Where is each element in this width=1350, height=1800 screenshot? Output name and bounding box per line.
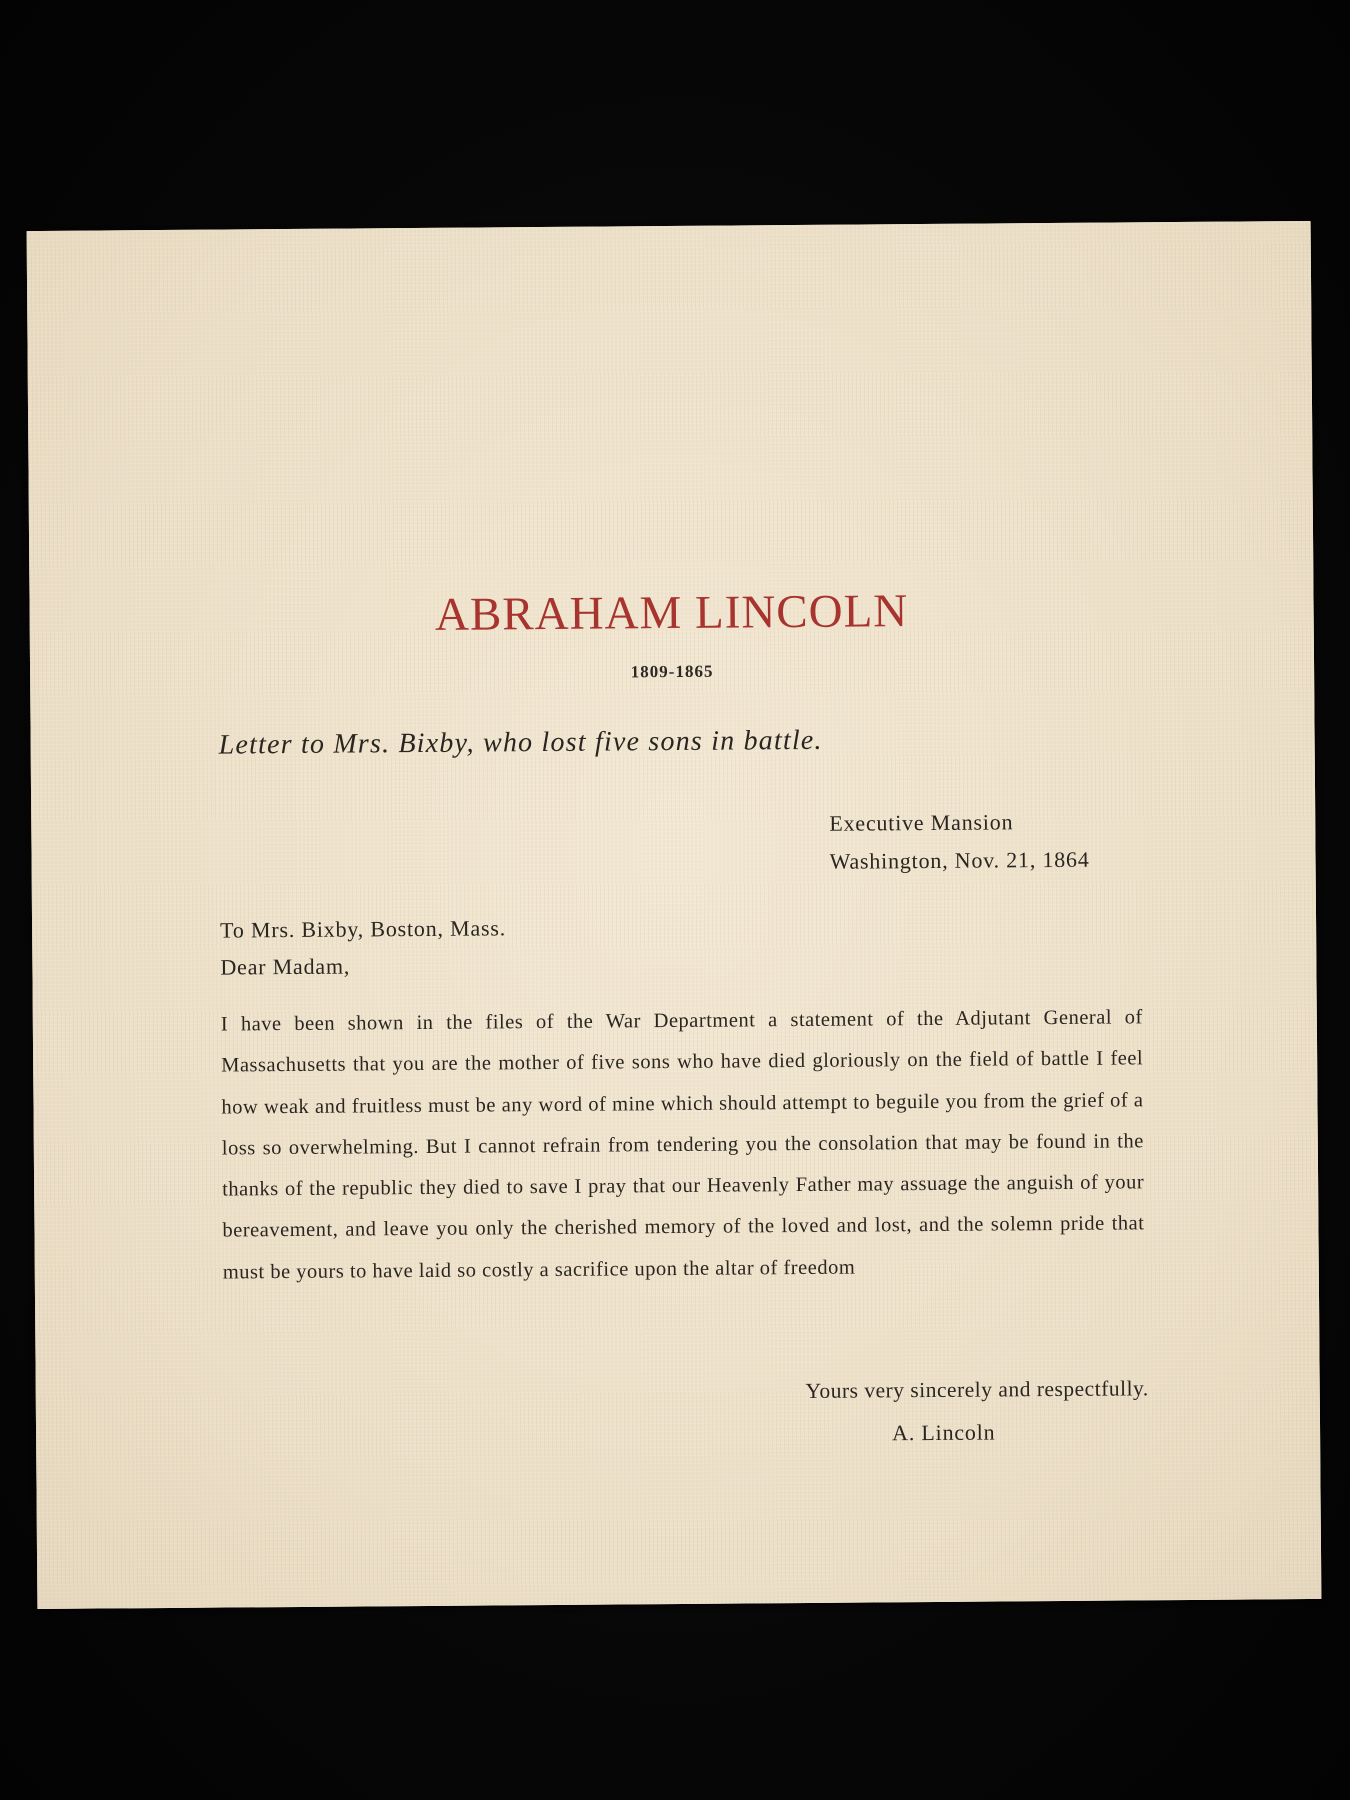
salutation-block xyxy=(220,909,506,985)
closing-line: Yours very sincerely and respectfully. xyxy=(805,1376,1149,1403)
sender-address xyxy=(829,803,1090,881)
recipient-line: To Mrs. Bixby, Boston, Mass. xyxy=(220,915,507,943)
address-line-2: Washington, Nov. 21, 1864 xyxy=(829,846,1090,874)
letter-body: I have been shown in the files of the War Department a statement of the Adjutant General of Massachusetts that you are the mother of five sons who have died gloriously on the field of battle I feel how weak and fruitless must be any word of mine which should attempt to beguile you from the grief of a loss so overwhelming. But I cannot refrain from tendering you the consolation that may be found in the thanks of the republic they died to save I pray that our Heavenly Father may assuage the anguish of your bereavement, and leave you only the cherished memory of the loved and lost, and the solemn pride that must be yours to have laid so costly a sacrifice upon the altar of freedom xyxy=(220,1006,1145,1284)
address-line-1: Executive Mansion xyxy=(829,809,1014,836)
signature: A. Lincoln xyxy=(891,1419,996,1446)
letter-card xyxy=(27,221,1322,1609)
life-years: 1809-1865 xyxy=(630,661,714,682)
page-title: ABRAHAM LINCOLN xyxy=(434,585,909,641)
letter-subtitle: Letter to Mrs. Bixby, who lost five sons in battle. xyxy=(218,724,823,761)
greeting-line: Dear Madam, xyxy=(220,953,351,980)
